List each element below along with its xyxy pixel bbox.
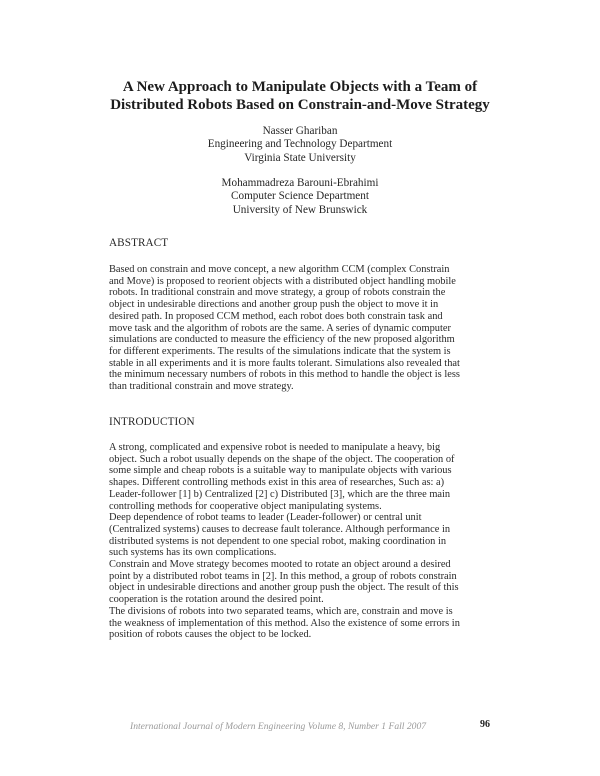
text-line: robots. In traditional constrain and move strategy, a group of robots constrain the bbox=[109, 287, 446, 299]
author-institution: Virginia State University bbox=[244, 151, 356, 164]
page-number: 96 bbox=[480, 719, 490, 730]
author-block bbox=[100, 177, 500, 217]
abstract-body bbox=[109, 264, 489, 393]
text-line: object. Such a robot usually depends on the shape of the object. The cooperation of bbox=[109, 453, 455, 465]
author-institution: University of New Brunswick bbox=[232, 203, 368, 216]
text-line: object in undesirable directions and another group push the object to move it in bbox=[109, 299, 439, 311]
text-line: shapes. Different controlling methods exist in this area of researches, Such as: a) bbox=[109, 477, 445, 489]
title-line: Distributed Robots Based on Constrain-and-Move Strategy bbox=[110, 97, 490, 113]
paper-title bbox=[60, 78, 540, 114]
text-line: Leader-follower [1] b) Centralized [2] c) Distributed [3], which are the three main bbox=[109, 488, 451, 500]
text-line: the weakness of implementation of this method. Also the existence of some errors in bbox=[109, 617, 460, 629]
text-line: controlling methods for cooperative object manipulating systems. bbox=[109, 500, 382, 512]
introduction-heading: INTRODUCTION bbox=[109, 416, 195, 428]
text-line: position of robots causes the object to be locked. bbox=[109, 629, 312, 641]
introduction-body bbox=[109, 442, 489, 641]
text-line: desired path. In proposed CCM method, each robot does both constrain task and bbox=[109, 310, 443, 322]
text-line: Based on constrain and move concept, a new algorithm CCM (complex Constrain bbox=[109, 264, 450, 275]
text-line: and Move) is proposed to reorient objects with a distributed object handling mobile bbox=[109, 275, 456, 287]
text-line: for different experiments. The results of the simulations indicate that the system is bbox=[109, 345, 451, 357]
title-line: A New Approach to Manipulate Objects with a Team of bbox=[122, 79, 478, 95]
text-line: than traditional constrain and move strategy. bbox=[109, 381, 294, 393]
text-line: (Centralized systems) causes to decrease fault tolerance. Although performance in bbox=[109, 523, 451, 535]
text-line: some simple and cheap robots is a suitable way to manipulate objects with various bbox=[109, 465, 452, 477]
author-department: Engineering and Technology Department bbox=[207, 138, 393, 151]
text-line: point by a distributed robot teams in [2]. In this method, a group of robots constrain bbox=[109, 570, 457, 582]
text-line: such systems has its own complications. bbox=[109, 547, 277, 559]
text-line: The divisions of robots into two separated teams, which are, constrain and move is bbox=[109, 605, 453, 617]
text-line: move task and the algorithm of robots are the same. A series of dynamic computer bbox=[109, 322, 451, 334]
journal-footer: International Journal of Modern Engineering Volume 8, Number 1 Fall 2007 bbox=[130, 721, 427, 732]
author-name: Nasser Ghariban bbox=[262, 125, 338, 137]
text-line: Constrain and Move strategy becomes mooted to rotate an object around a desired bbox=[109, 559, 451, 571]
author-name: Mohammadreza Barouni-Ebrahimi bbox=[221, 177, 379, 189]
author-block bbox=[100, 125, 500, 165]
text-line: A strong, complicated and expensive robot is needed to manipulate a heavy, big bbox=[109, 442, 441, 453]
text-line: cooperation is the rotation around the desired point. bbox=[109, 594, 324, 606]
text-line: distributed systems is not dependent to one special robot, making coordination in bbox=[109, 535, 447, 547]
text-line: the minimum necessary numbers of robots in this method to handle the object is less bbox=[109, 369, 460, 381]
text-line: simulations are conducted to measure the efficiency of the new proposed algorithm bbox=[109, 334, 455, 346]
abstract-heading: ABSTRACT bbox=[109, 237, 169, 249]
text-line: Deep dependence of robot teams to leader (Leader-follower) or central unit bbox=[109, 512, 422, 524]
author-department: Computer Science Department bbox=[231, 190, 369, 203]
text-line: stable in all experiments and it is more faults tolerant. Simulations also revealed that bbox=[109, 357, 460, 369]
text-line: object in undesirable directions and another group push the object. The result of this bbox=[109, 582, 459, 594]
